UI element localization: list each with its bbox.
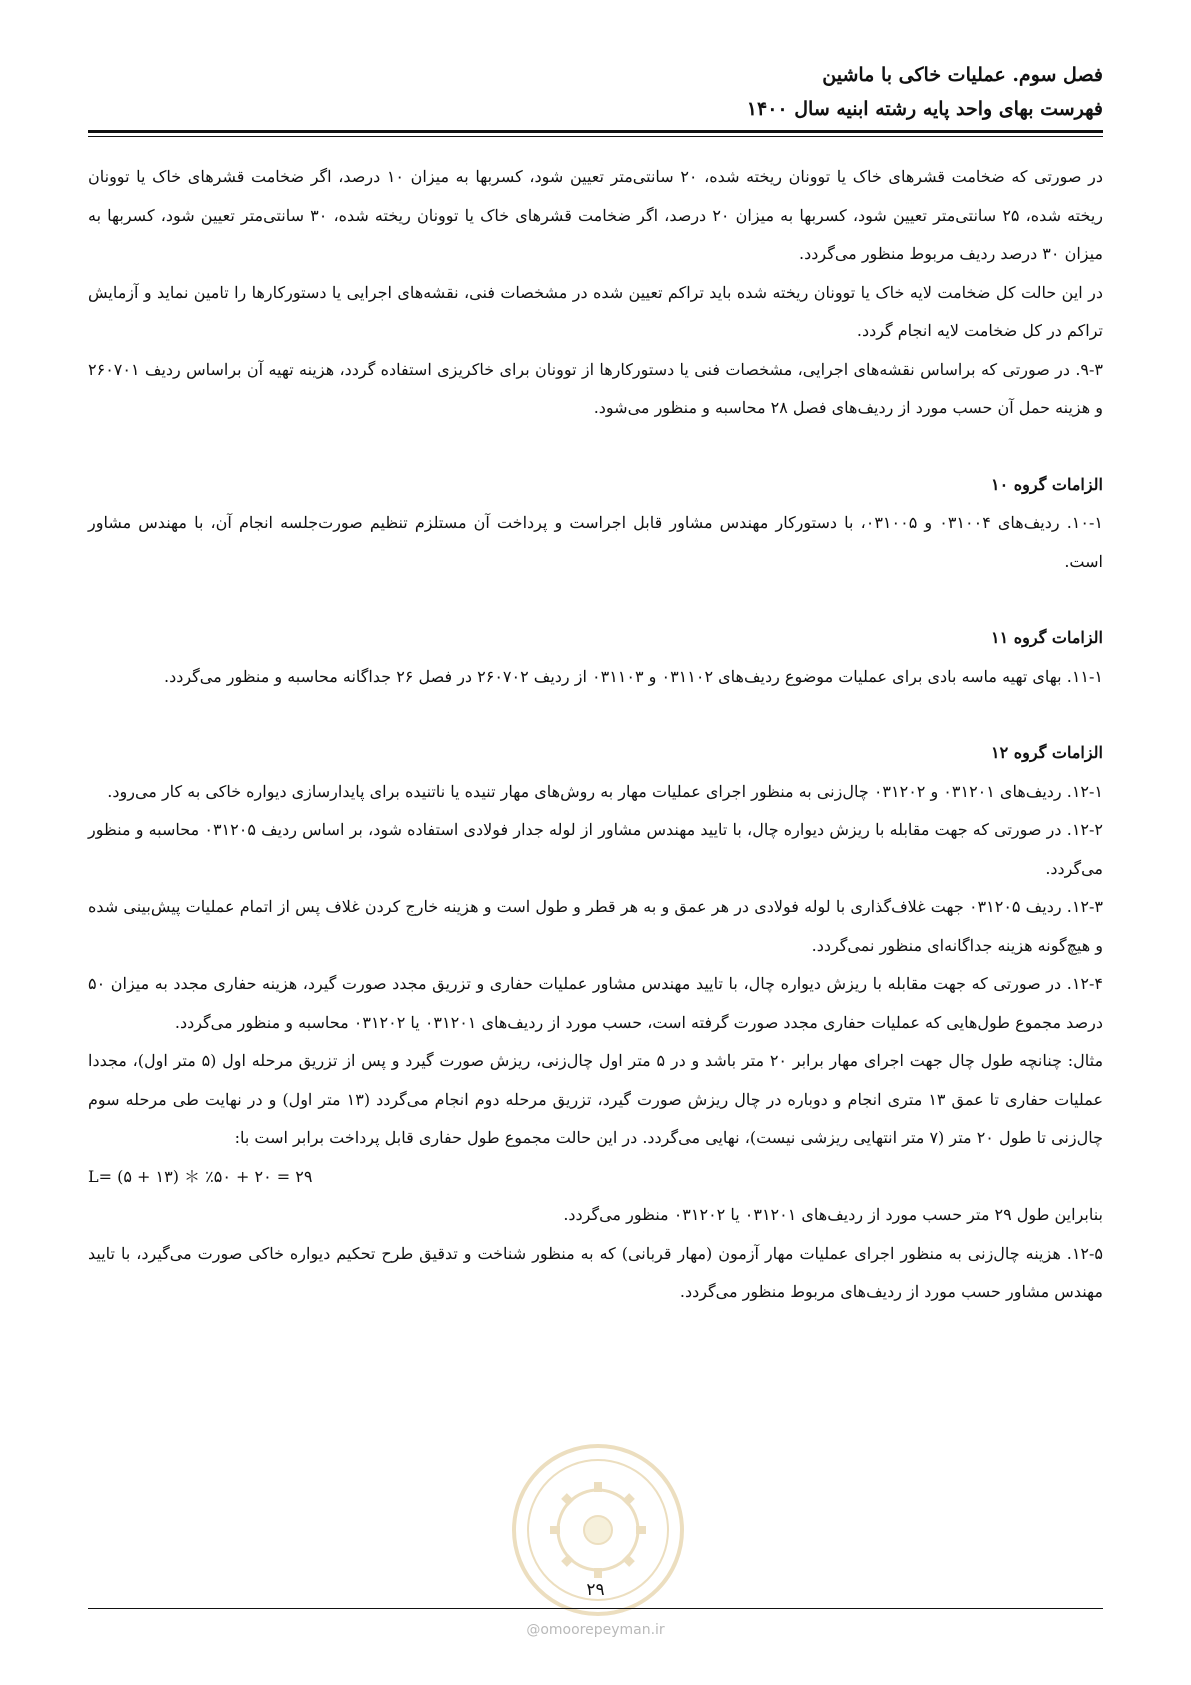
chapter-title: فصل سوم. عملیات خاکی با ماشین	[822, 64, 1103, 86]
paragraph-thickness-reduction: در صورتی که ضخامت قشرهای خاک یا توونان ریخته شده، ۲۰ سانتی‌متر تعیین شود، کسربها به میزان ۱۰ درصد، اگر ضخامت قشرهای خاک یا توونان ریخته شده، ۲۵ سانتی‌متر تعیین شود، کسربها به میزان ۲۰ درصد، اگر ضخامت قشرهای خاک یا توونان ریخته شده، ۳۰ سانتی‌متر تعیین شود، کسربها به میزان ۳۰ درصد ردیف مربوط منظور می‌گردد.	[88, 167, 1104, 263]
footer-divider	[88, 1608, 1103, 1609]
group-11-title: الزامات گروه ۱۱	[991, 628, 1103, 647]
clause-12-4: ۱۲-۴. در صورتی که جهت مقابله با ریزش دیواره چال، با تایید مهندس مشاور عملیات حفاری و تزریق مجدد صورت گیرد، هزینه حفاری مجدد به میزان ۵۰ درصد مجموع طول‌هایی که عملیات حفاری مجدد صورت گرفته است، حسب مورد از ردیف‌های ۰۳۱۲۰۱ یا ۰۳۱۲۰۲ محاسبه و منظور می‌گردد.	[88, 974, 1103, 1032]
clause-12-3: ۱۲-۳. ردیف ۰۳۱۲۰۵ جهت غلاف‌گذاری با لوله فولادی در هر عمق و به هر قطر و طول است و هزینه خارج کردن غلاف پس از اتمام عملیات پیش‌بینی شده و هیچ‌گونه هزینه جداگانه‌ای منظور نمی‌گردد.	[88, 897, 1104, 955]
document-body	[88, 158, 1103, 1312]
page-number: ۲۹	[586, 1580, 605, 1600]
header-divider-thin	[88, 136, 1103, 137]
clause-10-1: ۱۰-۱. ردیف‌های ۰۳۱۰۰۴ و ۰۳۱۰۰۵، با دستورکار مهندس مشاور قابل اجراست و پرداخت آن مستلزم تنظیم صورت‌جلسه انجام آن، با مهندس مشاور است.	[88, 513, 1103, 571]
header-divider-thick	[88, 130, 1103, 133]
paragraph-compaction-requirement: در این حالت کل ضخامت لایه خاک یا توونان ریخته شده باید تراکم تعیین شده در مشخصات فنی، نقشه‌های اجرایی یا دستورکارها را تامین نماید و آزمایش تراکم در کل ضخامت لایه انجام گردد.	[88, 282, 1103, 340]
clause-11-1: ۱۱-۱. بهای تهیه ماسه بادی برای عملیات موضوع ردیف‌های ۰۳۱۱۰۲ و ۰۳۱۱۰۳ از ردیف ۲۶۰۷۰۲ در فصل ۲۶ جداگانه محاسبه و منظور می‌گردد.	[164, 666, 1103, 686]
example-paragraph: مثال: چنانچه طول چال جهت اجرای مهار برابر ۲۰ متر باشد و در ۵ متر اول چال‌زنی، ریزش صورت گیرد و پس از تزریق مرحله اول (۵ متر اول)، مجددا عملیات حفاری تا عمق ۱۳ متری انجام و دوباره در چال ریزش صورت گیرد، تزریق مرحله دوم انجام می‌گردد (۱۳ متر اول) و در نهایت طی مرحله سوم چال‌زنی تا طول ۲۰ متر (۷ متر انتهایی ریزشی نیست)، نهایی می‌گردد. در این حالت مجموع طول حفاری قابل پرداخت برابر است با:	[88, 1051, 1104, 1147]
price-list-title: فهرست بهای واحد پایه رشته ابنیه سال ۱۴۰۰	[746, 98, 1103, 120]
group-10-title: الزامات گروه ۱۰	[991, 474, 1103, 494]
watermark-text: @omoorepeyman.ir	[526, 1622, 665, 1638]
page-header	[88, 58, 1103, 126]
conclusion-paragraph: بنابراین طول ۲۹ متر حسب مورد از ردیف‌های ۰۳۱۲۰۱ یا ۰۳۱۲۰۲ منظور می‌گردد.	[563, 1205, 1103, 1224]
group-12-title: الزامات گروه ۱۲	[991, 743, 1103, 762]
clause-12-5: ۱۲-۵. هزینه چال‌زنی به منظور اجرای عملیات مهار آزمون (مهار قربانی) که به منظور شناخت و تدقیق طرح تحکیم دیواره خاکی صورت می‌گیرد، با تایید مهندس مشاور حسب مورد از ردیف‌های مربوط منظور می‌گردد.	[88, 1243, 1103, 1301]
clause-12-2: ۱۲-۲. در صورتی که جهت مقابله با ریزش دیواره چال، با تایید مهندس مشاور از لوله جدار فولادی استفاده شود، بر اساس ردیف ۰۳۱۲۰۵ محاسبه و منظور می‌گردد.	[88, 820, 1103, 878]
clause-12-1: ۱۲-۱. ردیف‌های ۰۳۱۲۰۱ و ۰۳۱۲۰۲ چال‌زنی به منظور اجرای عملیات مهار به روش‌های مهار تنیده یا ناتنیده برای پایدارسازی دیواره خاکی به کار می‌رود.	[107, 781, 1103, 801]
clause-9-3: ۹-۳. در صورتی که براساس نقشه‌های اجرایی، مشخصات فنی یا دستورکارها از توونان برای خاکریزی استفاده گردد، هزینه تهیه آن براساس ردیف ۲۶۰۷۰۱ و هزینه حمل آن حسب مورد از ردیف‌های فصل ۲۸ محاسبه و منظور می‌شود.	[88, 359, 1104, 417]
length-formula: L= (۵ + ۱۳) ＊ ٪۵۰ + ۲۰ = ۲۹	[88, 1166, 313, 1186]
